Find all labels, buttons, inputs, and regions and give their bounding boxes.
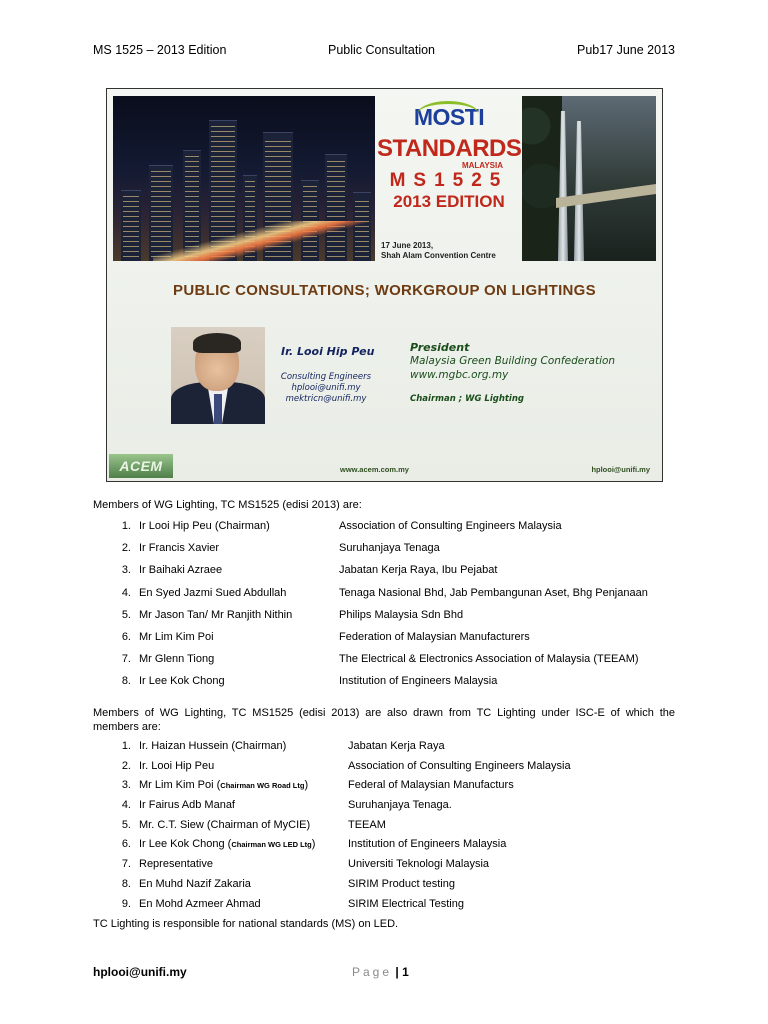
consult-email-1: hplooi@unifi.my <box>291 383 361 393</box>
item-number: 6. <box>121 630 131 643</box>
member-name-text: En Muhd Nazif Zakaria <box>139 877 251 890</box>
member-name-text: Ir Francis Xavier <box>139 542 220 555</box>
header-title: Public Consultation <box>328 43 436 57</box>
event-venue: Shah Alam Convention Centre <box>381 251 496 260</box>
member-name-text: Ir Baihaki Azraee <box>139 564 223 577</box>
president-label: President <box>410 341 470 354</box>
ms-code: MS1525 <box>389 170 509 191</box>
member-name-text: Ir Fairus Adb Manaf <box>139 799 235 812</box>
member-name-text: Ir Looi Hip Peu (Chairman) <box>139 520 270 532</box>
member-name <box>139 631 214 643</box>
standards-logo <box>377 97 521 212</box>
tower-photo <box>522 96 656 261</box>
intro2-line-1: Members of WG Lighting, TC MS1525 (edisi 2013) are also drawn from TC Lighting under ISC-E of which the <box>93 707 675 719</box>
consult-email-2: mektricn@unifi.my <box>285 394 367 404</box>
member-name <box>139 858 213 870</box>
member-name-text: En Mohd Azmeer Ahmad <box>139 897 261 910</box>
member-organisation: Jabatan Kerja Raya <box>348 740 445 752</box>
member-organisation: Association of Consulting Engineers Malaysia <box>348 759 571 772</box>
slide-footer <box>107 453 662 481</box>
member-role-close: ) <box>304 779 309 792</box>
item-number: 4. <box>121 799 131 812</box>
member-organisation: Jabatan Kerja Raya, Ibu Pejabat <box>339 564 498 577</box>
member-list-wg <box>93 520 683 698</box>
member-list-tc <box>93 740 683 917</box>
member-name <box>139 675 225 687</box>
member-name-text: Ir. Looi Hip Peu <box>139 759 215 772</box>
page-number <box>352 965 409 979</box>
member-organisation: Institution of Engineers Malaysia <box>339 675 498 688</box>
item-number: 7. <box>121 653 131 666</box>
member-organisation: Universiti Teknologi Malaysia <box>348 858 490 871</box>
member-name <box>139 760 214 772</box>
member-name-text: Representative <box>139 858 213 871</box>
item-number: 1. <box>121 520 131 532</box>
intro-paragraph-1: Members of WG Lighting, TC MS1525 (edisi 2013) are: <box>93 499 362 511</box>
member-name-text: Mr Jason Tan/ Mr Ranjith Nithin <box>139 608 293 621</box>
list-item <box>93 564 683 586</box>
item-number: 4. <box>121 586 131 599</box>
member-role-close: ) <box>311 838 316 851</box>
closing-sentence: TC Lighting is responsible for national standards (MS) on LED. <box>93 918 399 930</box>
member-name <box>139 838 315 850</box>
member-organisation: SIRIM Product testing <box>348 877 455 890</box>
list-item <box>93 653 683 675</box>
acem-url: www.acem.com.my <box>340 465 409 474</box>
page-number-value: 1 <box>402 965 409 979</box>
member-organisation: Federation of Malaysian Manufacturers <box>339 630 530 643</box>
list-item <box>93 878 683 898</box>
page-separator: | <box>395 965 399 979</box>
member-organisation: TEEAM <box>348 818 386 831</box>
member-role-note: Chairman WG Road Ltg <box>220 781 305 791</box>
member-organisation: Tenaga Nasional Bhd, Jab Pembangunan Aset, Bhg Penjanaan <box>339 586 648 599</box>
member-name <box>139 609 292 621</box>
list-item <box>93 609 683 631</box>
item-number: 3. <box>121 564 131 577</box>
header-date: Pub17 June 2013 <box>576 43 675 57</box>
consult-role: Consulting Engineers <box>280 372 372 382</box>
list-item <box>93 631 683 653</box>
item-number: 5. <box>121 608 131 621</box>
list-item <box>93 542 683 564</box>
intro2-line-2: members are: <box>93 721 161 733</box>
member-name <box>139 564 222 576</box>
member-name-text: Mr Glenn Tiong <box>139 653 215 666</box>
speaker-portrait <box>171 327 265 424</box>
list-item <box>93 675 683 697</box>
list-item <box>93 898 683 918</box>
member-organisation: SIRIM Electrical Testing <box>348 897 464 910</box>
item-number: 7. <box>121 858 131 871</box>
member-name <box>139 898 261 910</box>
member-name-text: Ir. Haizan Hussein (Chairman) <box>139 740 287 752</box>
member-name <box>139 520 270 532</box>
list-item <box>93 838 683 858</box>
list-item <box>93 760 683 780</box>
member-name <box>139 779 308 791</box>
member-name <box>139 653 214 665</box>
list-item <box>93 858 683 878</box>
list-item <box>93 779 683 799</box>
footer-email: hplooi@unifi.my <box>93 965 187 979</box>
member-name <box>139 799 235 811</box>
mosti-logo: MOSTI <box>413 104 485 130</box>
list-item <box>93 520 683 542</box>
item-number: 2. <box>121 542 131 555</box>
member-organisation: The Electrical & Electronics Association of Malaysia (TEEAM) <box>339 653 639 666</box>
member-name <box>139 819 310 831</box>
item-number: 8. <box>121 877 131 890</box>
member-organisation: Suruhanjaya Tenaga. <box>348 799 452 812</box>
slide-title: PUBLIC CONSULTATIONS; WORKGROUP ON LIGHTINGS <box>173 282 596 299</box>
malaysia-label: MALAYSIA <box>461 161 503 170</box>
member-name-text: En Syed Jazmi Sued Abdullah <box>139 586 287 599</box>
list-item <box>93 819 683 839</box>
member-name <box>139 587 286 599</box>
page-label: Page <box>352 965 393 979</box>
item-number: 3. <box>121 779 131 792</box>
list-item <box>93 740 683 760</box>
acem-logo: ACEM <box>109 454 173 478</box>
member-name <box>139 542 219 554</box>
list-item <box>93 799 683 819</box>
slide-email: hplooi@unifi.my <box>591 465 650 474</box>
member-name-text: Ir Lee Kok Chong <box>139 675 225 688</box>
member-role-note: Chairman WG LED Ltg <box>231 840 312 850</box>
item-number: 1. <box>121 740 131 752</box>
member-name-text: Ir Lee Kok Chong ( <box>139 838 232 851</box>
edition-label: 2013 EDITION <box>393 192 505 211</box>
member-organisation: Suruhanjaya Tenaga <box>339 542 440 555</box>
org-name: Malaysia Green Building Confederation <box>410 355 616 367</box>
org-website: www.mgbc.org.my <box>410 369 509 381</box>
chairman-label: Chairman ; WG Lighting <box>410 394 524 404</box>
city-night-photo <box>113 96 375 261</box>
speaker-contact <box>273 372 379 405</box>
standards-malaysia-logo: STANDARDS <box>377 135 522 162</box>
president-info <box>410 341 615 404</box>
intro-paragraph-2 <box>93 706 675 734</box>
item-number: 2. <box>121 759 131 772</box>
event-date: 17 June 2013, <box>381 241 434 250</box>
event-info <box>381 241 496 261</box>
member-name <box>139 740 286 752</box>
speaker-name: Ir. Looi Hip Peu <box>281 345 375 358</box>
member-name-text: Mr Lim Kim Poi <box>139 630 214 643</box>
member-organisation: Philips Malaysia Sdn Bhd <box>339 608 464 621</box>
member-name-text: Mr Lim Kim Poi ( <box>139 779 221 792</box>
member-organisation: Association of Consulting Engineers Malaysia <box>339 520 562 532</box>
item-number: 9. <box>121 897 131 910</box>
item-number: 8. <box>121 675 131 688</box>
list-item <box>93 587 683 609</box>
member-organisation: Federal of Malaysian Manufacturs <box>348 779 514 792</box>
item-number: 6. <box>121 838 131 851</box>
member-name <box>139 878 251 890</box>
header-edition: MS 1525 – 2013 Edition <box>93 43 227 57</box>
member-name-text: Mr. C.T. Siew (Chairman of MyCIE) <box>139 818 311 831</box>
member-organisation: Institution of Engineers Malaysia <box>348 838 507 851</box>
presentation-slide <box>106 88 663 482</box>
item-number: 5. <box>121 818 131 831</box>
